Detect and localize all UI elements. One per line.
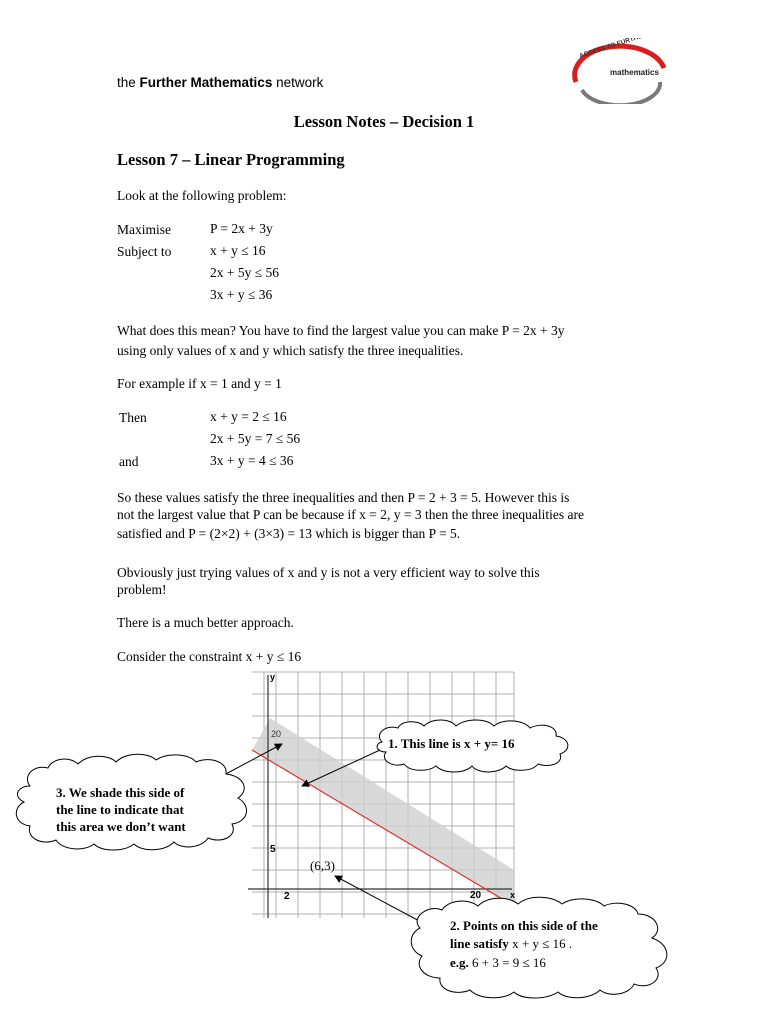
para2-line1: So these values satisfy the three inequalities and then P = 2 + 3 = 5. However this is [117,490,570,505]
x-axis-label: x [510,890,516,900]
and-label: and [119,454,139,469]
callout-2-line2 [450,935,572,952]
callout-2-line1: 2. Points on this side of the [450,918,598,933]
para2-line3b: which is bigger than P = 5. [315,526,461,541]
callout-2-line3 [450,954,546,971]
para1-line2: using only values of x and y which satisfy the three inequalities. [117,343,464,358]
header-brand: Further Mathematics [139,75,273,90]
para4: There is a much better approach. [117,615,294,630]
callout-2-line3-expr: 6 + 3 = 9 ≤ 16 [472,955,546,970]
logo [568,38,668,104]
para2-line3 [117,525,460,542]
callout-1-label: 1. This line is x + y= 16 [388,736,515,751]
y-tick-5: 5 [270,844,276,855]
page-title: Lesson Notes – Decision 1 [293,112,475,131]
para2-line3a: satisfied and [117,526,185,541]
header-suffix: network [276,75,324,90]
callout-3-line1: 3. We shade this side of [56,785,185,800]
constraint-3: 3x + y ≤ 36 [210,287,273,302]
intro-text: Look at the following problem: [117,188,287,203]
para1-expr: P = 2x + 3y [501,323,565,338]
para1-line1-text: What does this mean? You have to find the largest value you can make [117,323,499,338]
consider-text: Consider the constraint [117,649,243,664]
x-tick-20: 20 [470,890,482,901]
example-line-2: 2x + 5y = 7 ≤ 56 [210,431,301,446]
callout-1-text [388,735,515,752]
consider-expr: x + y ≤ 16 [245,649,302,664]
para3-line1: Obviously just trying values of x and y is not a very efficient way to solve this [117,565,540,580]
subject-to-label: Subject to [117,244,172,259]
para2-line2: not the largest value that P can be because if x = 2, y = 3 then the three inequalities are [117,507,584,522]
maximise-label: Maximise [117,222,171,237]
objective-function: P = 2x + 3y [210,221,273,236]
example-line-3: 3x + y = 4 ≤ 36 [210,453,294,468]
logo-word: mathematics [610,68,659,77]
callout-2-line3-text: e.g. [450,955,469,970]
graph-area [0,660,768,1024]
para2-expr: P = (2×2) + (3×3) = 13 [188,526,313,541]
example-line: For example if x = 1 and y = 1 [117,376,282,391]
constraint-line [252,750,514,906]
header-network [117,75,323,90]
then-label: Then [119,410,147,425]
lesson-heading: Lesson 7 – Linear Programming [117,150,345,169]
header-prefix: the [117,75,136,90]
para3-line2: problem! [117,582,167,597]
y-axis-label: y [270,672,276,682]
logo-top-text: ACCESS TO FURTHER [578,38,648,60]
example-line-1: x + y = 2 ≤ 16 [210,409,287,424]
x-tick-2: 2 [284,891,290,902]
callout-2-line2-text: line satisfy [450,936,509,951]
logo-graphic [568,38,668,104]
callout-3-line3: this area we don’t want [56,819,186,834]
para1-line1 [117,322,565,339]
constraint-2: 2x + 5y ≤ 56 [210,265,280,280]
y-tick-20: 20 [271,729,282,739]
constraint-1: x + y ≤ 16 [210,243,266,258]
callout-3-line2: the line to indicate that [56,802,184,817]
point-label: (6,3) [310,858,335,873]
callout-2-line2-expr: x + y ≤ 16 . [512,936,573,951]
